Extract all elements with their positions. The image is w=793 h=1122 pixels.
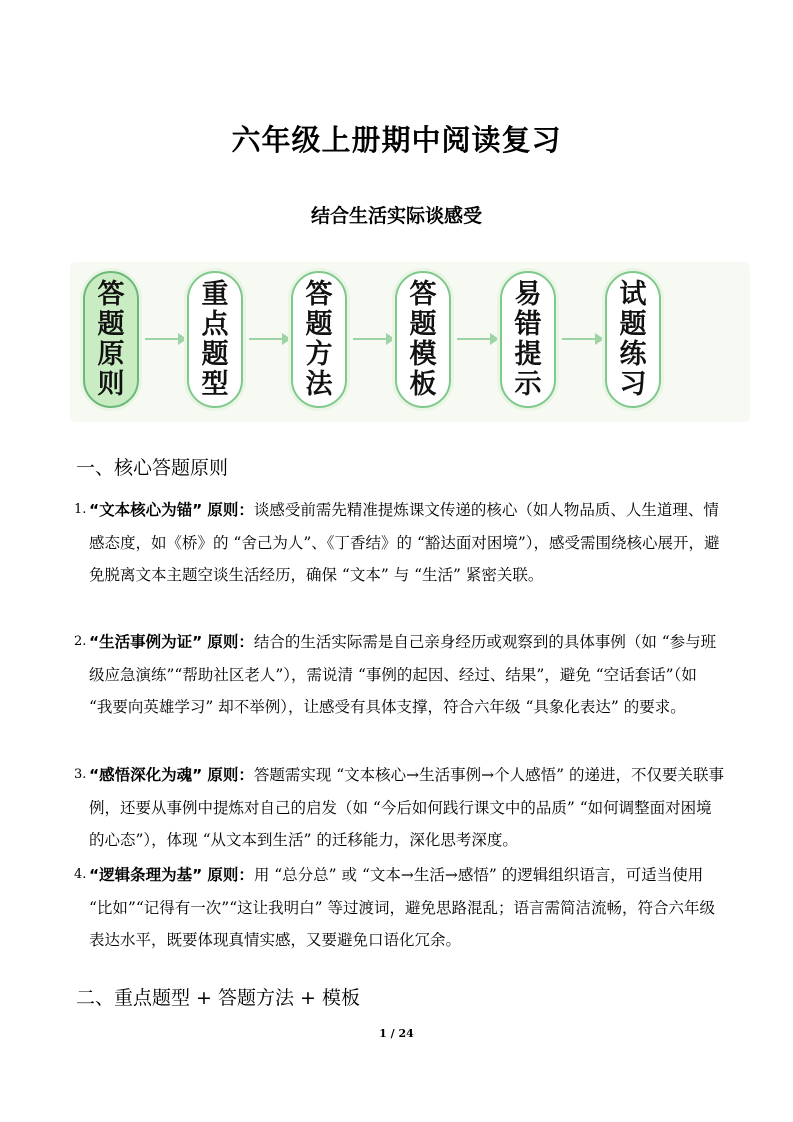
flow-char: 题 [201, 338, 229, 370]
item-title: “文本核心为锚” [89, 501, 203, 519]
flow-step-5 [500, 271, 556, 408]
item-label: 原则： [207, 766, 254, 784]
flow-char: 易 [514, 278, 542, 310]
flow-char: 题 [409, 308, 437, 340]
page-subtitle: 结合生活实际谈感受 [310, 205, 482, 227]
flow-char: 板 [409, 368, 437, 400]
item-title: “生活事例为证” [89, 633, 203, 651]
flow-char: 习 [619, 368, 647, 400]
flow-arrow-icon [562, 338, 602, 340]
flow-char: 点 [201, 308, 229, 340]
flow-char: 错 [514, 308, 542, 340]
list-item [74, 859, 724, 957]
item-title: “感悟深化为魂” [89, 766, 203, 784]
flow-step-6 [605, 271, 661, 408]
flow-arrow-icon [249, 338, 289, 340]
item-text: 谈感受前需先精准提炼课文传递的核心（如人物品质、人生道理、情感态度，如《桥》的 “舍己为人”、《丁香结》的 “豁达面对困境”），感受需围绕核心展开，避免脱离文本主题空谈生活经历，确保 “文本” 与 “生活” 紧密关联。 [89, 501, 720, 584]
flow-char: 题 [97, 308, 125, 340]
list-item [74, 626, 724, 724]
flow-char: 型 [201, 368, 229, 400]
flow-char: 模 [409, 338, 437, 370]
item-text: 答题需实现 “文本核心→生活事例→个人感悟” 的递进，不仅要关联事例，还要从事例中提炼对自己的启发（如 “今后如何践行课文中的品质” “如何调整面对困境的心态”），体现 “从文本到生活” 的迁移能力，深化思考深度。 [89, 766, 725, 849]
flow-char: 原 [97, 338, 125, 370]
flow-char: 法 [305, 368, 333, 400]
item-label: 原则： [207, 866, 254, 884]
flow-diagram [70, 262, 750, 422]
item-number: 1. [74, 502, 87, 517]
item-text: 用 “总分总” 或 “文本→生活→感悟” 的逻辑组织语言，可适当使用 “比如”“记得有一次”“这让我明白” 等过渡词，避免思路混乱；语言需简洁流畅，符合六年级表达水平，既要体现真情实感，又要避免口语化冗余。 [89, 866, 715, 949]
flow-char: 重 [201, 278, 229, 310]
flow-step-2 [187, 271, 243, 408]
list-item [74, 759, 724, 857]
list-item [74, 494, 724, 592]
item-title: “逻辑条理为基” [89, 866, 203, 884]
flow-arrow-icon [457, 338, 497, 340]
page-title: 六年级上册期中阅读复习 [231, 123, 562, 157]
flow-char: 练 [619, 338, 647, 370]
flow-step-1 [83, 271, 139, 408]
page-number: 1 / 24 [379, 1027, 414, 1040]
flow-char: 题 [305, 308, 333, 340]
flow-char: 题 [619, 308, 647, 340]
item-number: 3. [74, 767, 87, 782]
flow-char: 答 [305, 278, 333, 310]
item-text: 结合的生活实际需是自己亲身经历或观察到的具体事例（如 “参与班级应急演练”“帮助社区老人”），需说清 “事例的起因、经过、结果”，避免 “空话套话”（如 “我要向英雄学习” 却不举例），让感受有具体支撑，符合六年级 “具象化表达” 的要求。 [89, 633, 717, 716]
flow-char: 答 [97, 278, 125, 310]
flow-char: 方 [305, 338, 333, 370]
section-heading: 二、重点题型 + 答题方法 + 模板 [76, 987, 360, 1009]
flow-char: 答 [409, 278, 437, 310]
flow-step-3 [291, 271, 347, 408]
flow-step-4 [395, 271, 451, 408]
flow-char: 示 [514, 368, 542, 400]
item-label: 原则： [207, 633, 254, 651]
flow-char: 提 [514, 338, 542, 370]
flow-arrow-icon [353, 338, 393, 340]
flow-arrow-icon [145, 338, 185, 340]
section-heading: 一、核心答题原则 [76, 457, 229, 479]
flow-char: 则 [97, 368, 125, 400]
item-label: 原则： [207, 501, 254, 519]
item-number: 2. [74, 634, 87, 649]
flow-char: 试 [619, 278, 647, 310]
item-number: 4. [74, 867, 87, 882]
